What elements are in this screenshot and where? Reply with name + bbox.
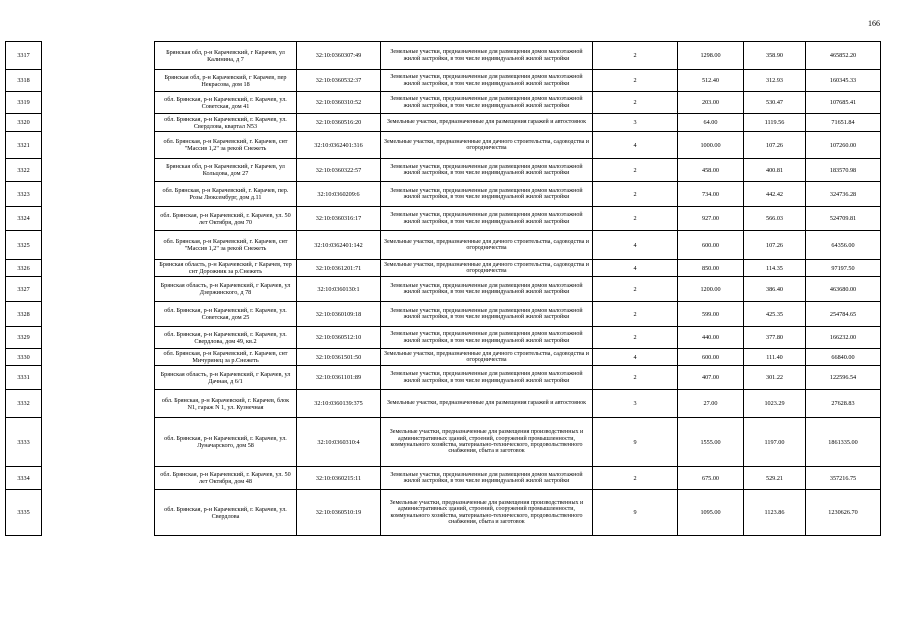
- area-cell: 1000.00: [678, 132, 744, 159]
- table-row: [155, 207, 881, 231]
- use-type-code-cell: 2: [593, 302, 678, 327]
- cadastral-value-cell: 97197.50: [806, 260, 881, 277]
- address-cell: Брянская обл, р-н Карачевский, г Карачев, пер Некрасова, дом 18: [155, 70, 297, 92]
- use-type-code-cell: 3: [593, 114, 678, 132]
- cadastral-number-cell: 32:10:0361501:50: [297, 349, 381, 366]
- cadastral-number-cell: 32:10:0362401:142: [297, 231, 381, 260]
- address-cell: Брянская область, р-н Карачевский, г Карачев, ул Дачная, д 6/1: [155, 366, 297, 390]
- table-row: [155, 114, 881, 132]
- land-use-cell: Земельные участки, предназначенные для размещения домов малоэтажной жилой застройки, в том числе индивидуальной жилой застройки: [381, 92, 593, 114]
- address-cell: обл. Брянская, р-н Карачевский, г. Карачев, ул. Свердлова: [155, 490, 297, 536]
- land-use-cell: Земельные участки, предназначенные для размещения домов малоэтажной жилой застройки, в том числе индивидуальной жилой застройки: [381, 70, 593, 92]
- cadastral-number-cell: 32:10:0360510:19: [297, 490, 381, 536]
- address-cell: обл. Брянская, р-н Карачевский, г. Карачев, снт "Массив 1,2" за рекой Снежеть: [155, 231, 297, 260]
- cadastral-number-cell: 32:10:0360139:375: [297, 390, 381, 418]
- table-row: [155, 260, 881, 277]
- cadastral-value-cell: 183570.98: [806, 159, 881, 182]
- table-row: [155, 349, 881, 366]
- area-cell: 599.00: [678, 302, 744, 327]
- land-use-cell: Земельные участки, предназначенные для размещения домов малоэтажной жилой застройки, в том числе индивидуальной жилой застройки: [381, 467, 593, 490]
- area-cell: 458.00: [678, 159, 744, 182]
- row-number-cell: 3328: [6, 302, 42, 327]
- area-cell: 203.00: [678, 92, 744, 114]
- cadastral-value-cell: 107260.00: [806, 132, 881, 159]
- specific-value-cell: 400.81: [744, 159, 806, 182]
- address-cell: обл. Брянская, р-н Карачевский, г. Карачев, ул. Свердлова, дом 49, кв.2: [155, 327, 297, 349]
- use-type-code-cell: 2: [593, 207, 678, 231]
- cadastral-value-cell: 27628.83: [806, 390, 881, 418]
- row-number-row: [6, 92, 42, 114]
- specific-value-cell: 301.22: [744, 366, 806, 390]
- use-type-code-cell: 9: [593, 418, 678, 467]
- row-number-row: [6, 182, 42, 207]
- cadastral-value-cell: 1861335.00: [806, 418, 881, 467]
- row-number-cell: 3317: [6, 42, 42, 70]
- address-cell: обл. Брянская, р-н Карачевский, г. Карачев, ул. 50 лет Октября, дом 48: [155, 467, 297, 490]
- row-number-row: [6, 327, 42, 349]
- row-number-row: [6, 277, 42, 302]
- specific-value-cell: 107.26: [744, 231, 806, 260]
- cadastral-number-cell: 32:10:0360532:37: [297, 70, 381, 92]
- cadastral-value-cell: 254784.65: [806, 302, 881, 327]
- table-row: [155, 327, 881, 349]
- specific-value-cell: 111.40: [744, 349, 806, 366]
- row-number-row: [6, 349, 42, 366]
- address-cell: обл. Брянская, р-н Карачевский, г. Карачев, снт Мичуринец за р.Снежеть: [155, 349, 297, 366]
- table-row: [155, 92, 881, 114]
- table-row: [155, 467, 881, 490]
- page-number: 166: [868, 19, 880, 28]
- cadastral-number-cell: 32:10:0360516:20: [297, 114, 381, 132]
- area-cell: 440.00: [678, 327, 744, 349]
- address-cell: обл. Брянская, р-н Карачевский, г. Карачев, ул. Свердлова, квартал N53: [155, 114, 297, 132]
- land-use-cell: Земельные участки, предназначенные для размещения производственных и административных зданий, строений, сооружений промышленности, коммунального хозяйства, материально-технического, продовольственного снабжения, сбыта и заготовок: [381, 490, 593, 536]
- row-number-row: [6, 42, 42, 70]
- cadastral-number-cell: 32:10:0361201:71: [297, 260, 381, 277]
- row-number-cell: 3326: [6, 260, 42, 277]
- address-cell: обл. Брянская, р-н Карачевский, г. Карачев, снт "Массив 1,2" за рекой Снежеть: [155, 132, 297, 159]
- land-use-cell: Земельные участки, предназначенные для размещения домов малоэтажной жилой застройки, в том числе индивидуальной жилой застройки: [381, 366, 593, 390]
- table-row: [155, 42, 881, 70]
- row-number-row: [6, 207, 42, 231]
- cadastral-value-cell: 107685.41: [806, 92, 881, 114]
- cadastral-number-cell: 32:10:0360130:1: [297, 277, 381, 302]
- specific-value-cell: 442.42: [744, 182, 806, 207]
- specific-value-cell: 529.21: [744, 467, 806, 490]
- specific-value-cell: 114.35: [744, 260, 806, 277]
- row-number-cell: 3329: [6, 327, 42, 349]
- cadastral-value-cell: 66840.00: [806, 349, 881, 366]
- land-use-cell: Земельные участки, предназначенные для размещения домов малоэтажной жилой застройки, в том числе индивидуальной жилой застройки: [381, 302, 593, 327]
- area-cell: 675.00: [678, 467, 744, 490]
- cadastral-number-cell: 32:10:0360307:49: [297, 42, 381, 70]
- table-row: [155, 390, 881, 418]
- use-type-code-cell: 4: [593, 260, 678, 277]
- row-number-cell: 3331: [6, 366, 42, 390]
- cadastral-number-cell: 32:10:0360512:10: [297, 327, 381, 349]
- cadastral-value-cell: 122596.54: [806, 366, 881, 390]
- specific-value-cell: 107.26: [744, 132, 806, 159]
- table-row: [155, 231, 881, 260]
- row-number-cell: 3318: [6, 70, 42, 92]
- row-number-cell: 3334: [6, 467, 42, 490]
- use-type-code-cell: 2: [593, 277, 678, 302]
- cadastral-number-cell: 32:10:0360109:18: [297, 302, 381, 327]
- cadastral-value-cell: 160345.33: [806, 70, 881, 92]
- address-cell: обл. Брянская, р-н Карачевский, г. Карачев, ул. Советская, дом 41: [155, 92, 297, 114]
- cadastral-number-cell: 32:10:0360322:57: [297, 159, 381, 182]
- specific-value-cell: 358.90: [744, 42, 806, 70]
- table-row: [155, 132, 881, 159]
- address-cell: обл. Брянская, р-н Карачевский, г. Карачев, пер. Розы Люксембург, дом д.11: [155, 182, 297, 207]
- address-cell: Брянская обл, р-н Карачевский, г Карачев, ул Кольцова, дом 27: [155, 159, 297, 182]
- table-row: [155, 490, 881, 536]
- row-number-row: [6, 418, 42, 467]
- cadastral-number-cell: 32:10:0360316:17: [297, 207, 381, 231]
- address-cell: Брянская область, р-н Карачевский, г Карачев, тер снт Дорожник за р.Снежеть: [155, 260, 297, 277]
- specific-value-cell: 566.03: [744, 207, 806, 231]
- specific-value-cell: 530.47: [744, 92, 806, 114]
- cadastral-value-cell: 64356.00: [806, 231, 881, 260]
- row-number-row: [6, 366, 42, 390]
- row-number-cell: 3320: [6, 114, 42, 132]
- land-use-cell: Земельные участки, предназначенные для размещения производственных и административных зданий, строений, сооружений промышленности, коммунального хозяйства, материально-технического, продовольственного снабжения, сбыта и заготовок: [381, 418, 593, 467]
- area-cell: 850.00: [678, 260, 744, 277]
- address-cell: обл. Брянская, р-н Карачевский, г. Карачев, блок N1, гараж N 1, ул. Кузнечная: [155, 390, 297, 418]
- specific-value-cell: 425.35: [744, 302, 806, 327]
- row-number-cell: 3323: [6, 182, 42, 207]
- row-number-cell: 3324: [6, 207, 42, 231]
- specific-value-cell: 1197.00: [744, 418, 806, 467]
- land-use-cell: Земельные участки, предназначенные для дачного строительства, садоводства и огородничества: [381, 349, 593, 366]
- row-number-row: [6, 490, 42, 536]
- address-cell: обл. Брянская, р-н Карачевский, г. Карачев, ул. Советская, дом 25: [155, 302, 297, 327]
- row-number-cell: 3332: [6, 390, 42, 418]
- area-cell: 600.00: [678, 349, 744, 366]
- area-cell: 64.00: [678, 114, 744, 132]
- specific-value-cell: 312.93: [744, 70, 806, 92]
- cadastral-value-cell: 524709.81: [806, 207, 881, 231]
- cadastral-number-cell: 32:10:0360215:11: [297, 467, 381, 490]
- row-number-cell: 3325: [6, 231, 42, 260]
- cadastral-number-cell: 32:10:0360310:52: [297, 92, 381, 114]
- row-number-row: [6, 390, 42, 418]
- land-use-cell: Земельные участки, предназначенные для дачного строительства, садоводства и огородничества: [381, 231, 593, 260]
- row-number-cell: 3319: [6, 92, 42, 114]
- row-number-row: [6, 302, 42, 327]
- table-row: [155, 302, 881, 327]
- use-type-code-cell: 2: [593, 92, 678, 114]
- specific-value-cell: 386.40: [744, 277, 806, 302]
- specific-value-cell: 1023.29: [744, 390, 806, 418]
- area-cell: 1555.00: [678, 418, 744, 467]
- cadastral-value-cell: 463680.00: [806, 277, 881, 302]
- row-number-cell: 3333: [6, 418, 42, 467]
- area-cell: 27.00: [678, 390, 744, 418]
- use-type-code-cell: 2: [593, 159, 678, 182]
- use-type-code-cell: 2: [593, 327, 678, 349]
- land-plots-table: [154, 41, 881, 536]
- area-cell: 1298.00: [678, 42, 744, 70]
- use-type-code-cell: 4: [593, 231, 678, 260]
- row-number-row: [6, 467, 42, 490]
- row-number-row: [6, 114, 42, 132]
- address-cell: обл. Брянская, р-н Карачевский, г. Карачев, ул. 50 лет Октября, дом 70: [155, 207, 297, 231]
- specific-value-cell: 1119.56: [744, 114, 806, 132]
- land-use-cell: Земельные участки, предназначенные для размещения домов малоэтажной жилой застройки, в том числе индивидуальной жилой застройки: [381, 327, 593, 349]
- cadastral-value-cell: 465852.20: [806, 42, 881, 70]
- land-use-cell: Земельные участки, предназначенные для размещения домов малоэтажной жилой застройки, в том числе индивидуальной жилой застройки: [381, 182, 593, 207]
- row-number-cell: 3321: [6, 132, 42, 159]
- row-number-cell: 3327: [6, 277, 42, 302]
- area-cell: 600.00: [678, 231, 744, 260]
- cadastral-value-cell: 1230626.70: [806, 490, 881, 536]
- cadastral-number-cell: 32:10:0361101:89: [297, 366, 381, 390]
- address-cell: Брянская область, р-н Карачевский, г Карачев, ул Дзержинского, д 78: [155, 277, 297, 302]
- table-row: [155, 182, 881, 207]
- use-type-code-cell: 4: [593, 132, 678, 159]
- cadastral-number-cell: 32:10:0362401:316: [297, 132, 381, 159]
- cadastral-value-cell: 166232.00: [806, 327, 881, 349]
- address-cell: Брянская обл, р-н Карачевский, г Карачев, ул Калинина, д 7: [155, 42, 297, 70]
- row-number-row: [6, 70, 42, 92]
- row-number-cell: 3322: [6, 159, 42, 182]
- land-use-cell: Земельные участки, предназначенные для дачного строительства, садоводства и огородничества: [381, 132, 593, 159]
- row-number-row: [6, 132, 42, 159]
- address-cell: обл. Брянская, р-н Карачевский, г. Карачев, ул. Луначарского, дом 58: [155, 418, 297, 467]
- cadastral-number-cell: 32:10:0360209:6: [297, 182, 381, 207]
- table-row: [155, 70, 881, 92]
- row-number-cell: 3335: [6, 490, 42, 536]
- cadastral-value-cell: 71651.84: [806, 114, 881, 132]
- land-use-cell: Земельные участки, предназначенные для размещения домов малоэтажной жилой застройки, в том числе индивидуальной жилой застройки: [381, 159, 593, 182]
- specific-value-cell: 1123.86: [744, 490, 806, 536]
- land-use-cell: Земельные участки, предназначенные для дачного строительства, садоводства и огородничества: [381, 260, 593, 277]
- use-type-code-cell: 2: [593, 467, 678, 490]
- use-type-code-cell: 9: [593, 490, 678, 536]
- row-number-table: [5, 41, 42, 536]
- table-row: [155, 366, 881, 390]
- use-type-code-cell: 3: [593, 390, 678, 418]
- cadastral-value-cell: 324736.28: [806, 182, 881, 207]
- row-number-row: [6, 159, 42, 182]
- row-number-row: [6, 231, 42, 260]
- cadastral-value-cell: 357216.75: [806, 467, 881, 490]
- land-use-cell: Земельные участки, предназначенные для размещения домов малоэтажной жилой застройки, в том числе индивидуальной жилой застройки: [381, 42, 593, 70]
- area-cell: 1200.00: [678, 277, 744, 302]
- area-cell: 512.40: [678, 70, 744, 92]
- row-number-cell: 3330: [6, 349, 42, 366]
- use-type-code-cell: 2: [593, 42, 678, 70]
- table-row: [155, 418, 881, 467]
- table-row: [155, 159, 881, 182]
- area-cell: 927.00: [678, 207, 744, 231]
- area-cell: 734.00: [678, 182, 744, 207]
- land-use-cell: Земельные участки, предназначенные для размещения гаражей и автостоянок: [381, 390, 593, 418]
- row-number-row: [6, 260, 42, 277]
- area-cell: 1095.00: [678, 490, 744, 536]
- area-cell: 407.00: [678, 366, 744, 390]
- use-type-code-cell: 2: [593, 182, 678, 207]
- table-row: [155, 277, 881, 302]
- use-type-code-cell: 4: [593, 349, 678, 366]
- specific-value-cell: 377.80: [744, 327, 806, 349]
- cadastral-number-cell: 32:10:0360310:4: [297, 418, 381, 467]
- use-type-code-cell: 2: [593, 366, 678, 390]
- land-use-cell: Земельные участки, предназначенные для размещения домов малоэтажной жилой застройки, в том числе индивидуальной жилой застройки: [381, 277, 593, 302]
- land-use-cell: Земельные участки, предназначенные для размещения домов малоэтажной жилой застройки, в том числе индивидуальной жилой застройки: [381, 207, 593, 231]
- land-use-cell: Земельные участки, предназначенные для размещения гаражей и автостоянок: [381, 114, 593, 132]
- use-type-code-cell: 2: [593, 70, 678, 92]
